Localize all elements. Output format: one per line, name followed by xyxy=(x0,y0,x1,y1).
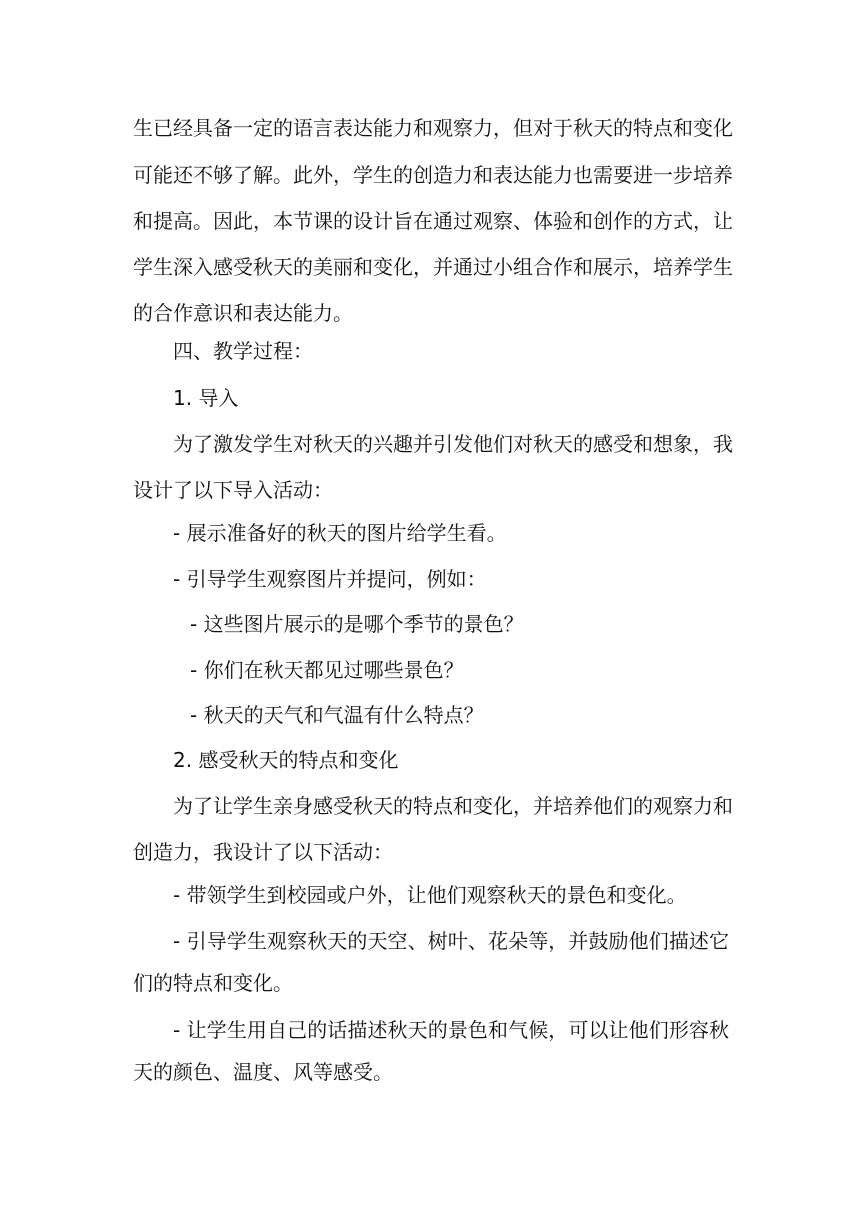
step-2-title: 2. 感受秋天的特点和变化 xyxy=(173,748,399,772)
step-2-paragraph-line-1: 为了让学生亲身感受秋天的特点和变化，并培养他们的观察力和 xyxy=(173,794,733,818)
list-item: - 引导学生观察秋天的天空、树叶、花朵等，并鼓励他们描述它 xyxy=(173,929,729,953)
step-1-title: 1. 导入 xyxy=(173,386,239,410)
step-1-paragraph-line-2: 设计了以下导入活动： xyxy=(133,478,333,502)
intro-paragraph-line-1: 生已经具备一定的语言表达能力和观察力，但对于秋天的特点和变化 xyxy=(133,116,733,140)
step-2-paragraph-line-2: 创造力，我设计了以下活动： xyxy=(133,840,393,864)
intro-paragraph-line-2: 可能还不够了解。此外，学生的创造力和表达能力也需要进一步培养 xyxy=(133,163,733,187)
list-item-continuation: 天的颜色、温度、风等感受。 xyxy=(133,1060,393,1084)
list-item: - 带领学生到校园或户外，让他们观察秋天的景色和变化。 xyxy=(173,883,687,907)
section-heading: 四、教学过程： xyxy=(173,339,313,363)
list-item: - 让学生用自己的话描述秋天的景色和气候，可以让他们形容秋 xyxy=(173,1018,729,1042)
list-item: - 引导学生观察图片并提问，例如： xyxy=(173,567,487,591)
sub-list-item: - 这些图片展示的是哪个季节的景色？ xyxy=(190,612,524,636)
intro-paragraph-line-3: 和提高。因此，本节课的设计旨在通过观察、体验和创作的方式，让 xyxy=(133,209,733,233)
step-1-paragraph-line-1: 为了激发学生对秋天的兴趣并引发他们对秋天的感受和想象，我 xyxy=(173,432,733,456)
sub-list-item: - 你们在秋天都见过哪些景色？ xyxy=(190,658,464,682)
list-item-continuation: 们的特点和变化。 xyxy=(133,971,293,995)
sub-list-item: - 秋天的天气和气温有什么特点？ xyxy=(190,703,484,727)
intro-paragraph-line-5: 的合作意识和表达能力。 xyxy=(133,301,353,325)
list-item: - 展示准备好的秋天的图片给学生看。 xyxy=(173,521,507,545)
intro-paragraph-line-4: 学生深入感受秋天的美丽和变化，并通过小组合作和展示，培养学生 xyxy=(133,255,733,279)
